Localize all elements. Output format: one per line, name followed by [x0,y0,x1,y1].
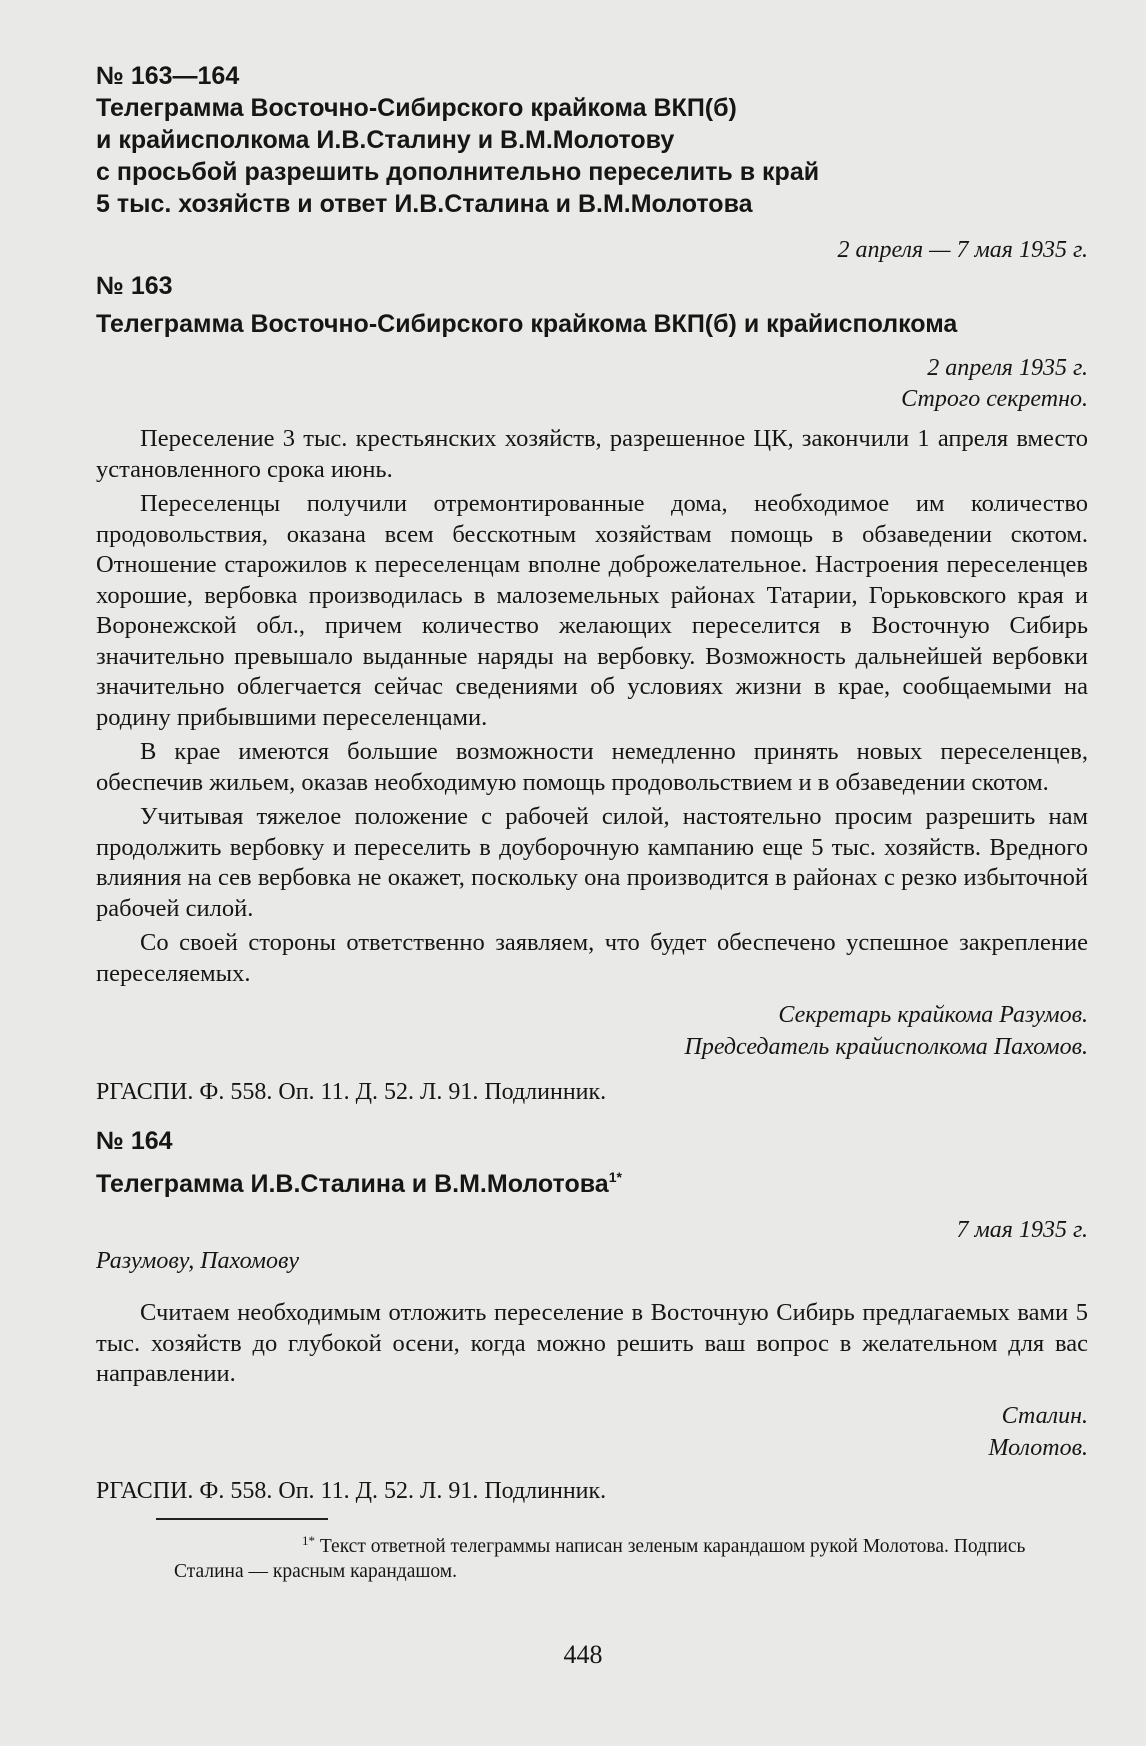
footnote-mark: 1* [302,1532,315,1548]
footnote [96,1528,1088,1584]
doc-164-title-line [96,1161,1088,1200]
doc-164-number: № 164 [96,1127,173,1155]
document-group-title-line-3: с просьбой разрешить дополнительно переселить в край [96,158,820,186]
document-group-number: № 163—164 [96,62,240,90]
document-group-title-line-4: 5 тыс. хозяйств и ответ И.В.Сталина и В.М.Молотова [96,190,753,218]
document-group-date-range: 2 апреля — 7 мая 1935 г. [837,237,1088,263]
doc-164-addressee: Разумову, Пахомову [96,1248,300,1274]
doc-163-title: Телеграмма Восточно-Сибирского крайкома ВКП(б) и крайисполкома [96,310,958,338]
doc-163-signature-chairman: Председатель крайисполкома Пахомов. [684,1034,1088,1060]
document-group-title-line-2: и крайисполкома И.В.Сталину и В.М.Молотову [96,126,675,154]
doc-163-classification: Строго секретно. [901,386,1088,412]
doc-163-paragraph-1: Переселение 3 тыс. крестьянских хозяйств, разрешенное ЦК, закончили 1 апреля вместо установленного срока июнь. [96,425,1088,483]
doc-163-body [96,424,1088,989]
document-group-title-line-1: Телеграмма Восточно-Сибирского крайкома ВКП(б) [96,94,737,122]
doc-164-signature-molotov: Молотов. [988,1434,1088,1461]
footnote-text: Текст ответной телеграммы написан зеленым карандашом рукой Молотова. Подпись Сталина — красным карандашом. [174,1535,1026,1582]
doc-164-archive-reference: РГАСПИ. Ф. 558. Оп. 11. Д. 52. Л. 91. Подлинник. [96,1477,607,1504]
doc-163-paragraph-3: В крае имеются большие возможности немедленно принять новых переселенцев, обеспечив жильем, оказав необходимую помощь продовольствием и в обзаведении скотом. [96,738,1088,796]
footnote-divider [156,1518,328,1520]
doc-163-number: № 163 [96,272,173,300]
doc-164-signature-stalin: Сталин. [1001,1402,1088,1429]
doc-164-footnote-mark: 1* [608,1169,622,1185]
doc-164-title: Телеграмма И.В.Сталина и В.М.Молотова [96,1170,609,1198]
doc-163-paragraph-5: Со своей стороны ответственно заявляем, что будет обеспечено успешное закрепление переселяемых. [96,929,1088,987]
doc-163-signature-secretary: Секретарь крайкома Разумов. [778,1002,1088,1028]
doc-163-paragraph-2: Переселенцы получили отремонтированные дома, необходимое им количество продовольствия, оказана всем бесскотным хозяйствам помощь в обзаведении скотом. Отношение старожилов к переселенцам вполне доброжелательное. Настроения переселенцев хорошие, вербовка производилась в малоземельных районах Татарии, Горьковского края и Воронежской обл., причем количество желающих переселится в Восточную Сибирь значительно превышало выданные наряды на вербовку. Возможность дальнейшей вербовки значительно облегчается сейчас сведениями об условиях жизни в крае, сообщаемыми на родину прибывшими переселенцами. [96,490,1088,731]
doc-164-paragraph: Считаем необходимым отложить переселение в Восточную Сибирь предлагаемых вами 5 тыс. хозяйств до глубокой осени, когда можно решить ваш вопрос в желательном для вас направлении. [96,1299,1088,1387]
doc-164-date: 7 мая 1935 г. [956,1217,1088,1243]
page-number: 448 [563,1640,603,1669]
doc-163-date: 2 апреля 1935 г. [927,355,1088,381]
doc-163-archive-reference: РГАСПИ. Ф. 558. Оп. 11. Д. 52. Л. 91. Подлинник. [96,1079,607,1105]
doc-163-paragraph-4: Учитывая тяжелое положение с рабочей силой, настоятельно просим разрешить нам продолжить вербовку и переселить в доуборочную кампанию еще 5 тыс. хозяйств. Вредного влияния на сев вербовка не окажет, поскольку она производится в районах с резко избыточной рабочей силой. [96,803,1088,922]
